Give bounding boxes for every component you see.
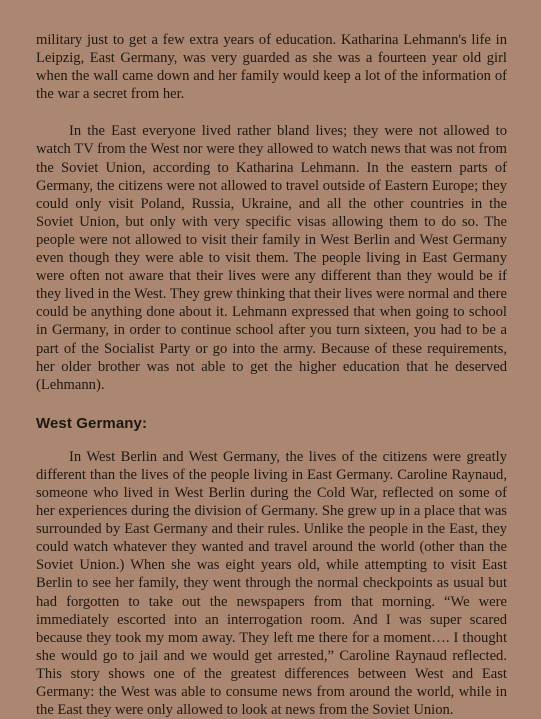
paragraph-west-germany: In West Berlin and West Germany, the lives of the citizens were greatly different than the lives of the people living in East Germany. Caroline Raynaud, someone who lived in West Berlin during the Cold War, reflected on some of her experiences during the division of Germany. She grew up in a place that was surrounded by East Germany and their rules. Unlike the people in the East, they could watch whatever they wanted and travel around the world (other than the Soviet Union.) When she was eight years old, while attempting to visit East Berlin to see her family, they went through the normal checkpoints as usual but had forgotten to take out the newspapers from that morning. “We were immediately escorted into an interrogation room. And I was super scared because they took my mom away. They left me there for a moment…. I thought she would go to jail and we would get arrested,” Caroline Raynaud reflected. This story shows one of the greatest differences between West and East Germany: the West was able to consume news from around the world, while in the East they were only allowed to look at news from the Soviet Union. bbox=[36, 448, 507, 719]
paragraph-east-germany: In the East everyone lived rather bland lives; they were not allowed to watch TV from the West nor were they allowed to watch news that was not from the Soviet Union, according to Katharina Lehmann. In the eastern parts of Germany, the citizens were not allowed to travel outside of Eastern Europe; they could only visit Poland, Russia, Ukraine, and all the other countries in the Soviet Union, but only with very specific visas allowing them to do so. The people were not allowed to visit their family in West Berlin and West Germany even though they were able to visit them. The people living in East Germany were often not aware that their lives were any different than they would be if they lived in the West. They grew thinking that their lives were normal and there could be anything done about it. Lehmann expressed that when going to school in Germany, in order to continue school after you turn sixteen, you had to be a part of the Socialist Party or go into the army. Because of these requirements, her older brother was not able to get the higher education that he deserved (Lehmann). bbox=[36, 123, 507, 393]
section-heading-west-germany: West Germany: bbox=[36, 414, 148, 432]
paragraph-continued: military just to get a few extra years of education. Katharina Lehmann's life in Leipzig, East Germany, was very guarded as she was a fourteen year old girl when the wall came down and her family would keep a lot of the information of the war a secret from her. bbox=[36, 32, 507, 103]
paragraph-spacer bbox=[36, 103, 507, 122]
